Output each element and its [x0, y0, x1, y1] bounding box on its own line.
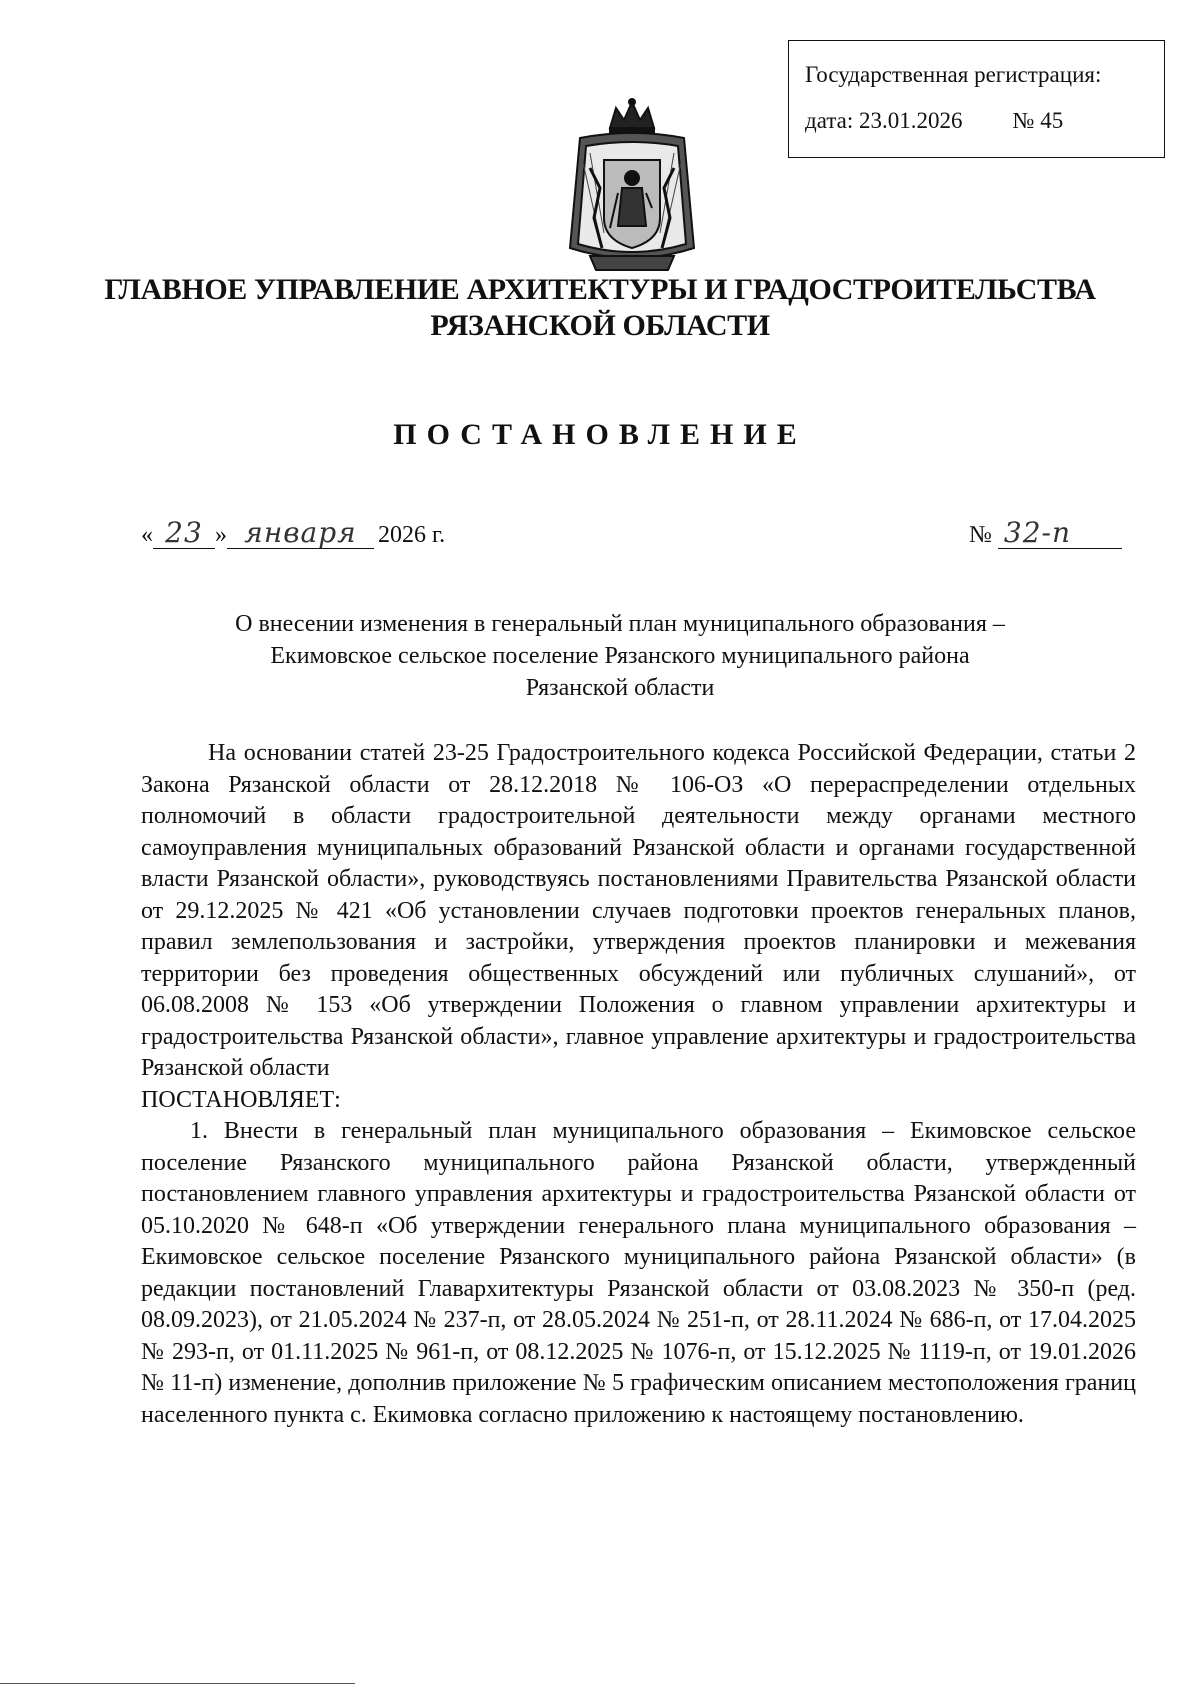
- date-year: 2026 г.: [378, 522, 446, 548]
- document-body: [141, 738, 1136, 1431]
- scan-edge-line: [0, 1683, 355, 1684]
- item-number: 1.: [190, 1118, 208, 1144]
- number-handwritten: 32-п: [998, 518, 1122, 549]
- list-item: [141, 1116, 1136, 1431]
- document-date: [141, 518, 445, 549]
- registration-date: дата: 23.01.2026: [805, 107, 963, 133]
- subject-line2: Екимовское сельское поселение Рязанского муниципального района: [270, 643, 970, 669]
- document-subject: [140, 608, 1100, 704]
- date-month-handwritten: января: [227, 518, 374, 549]
- number-prefix: №: [969, 522, 992, 548]
- item-text: Внести в генеральный план муниципального образования – Екимовское сельское поселение Рязанского муниципального района Рязанской области, утвержденный постановлением главного управления архитектуры и градостроительства Рязанской области от 05.10.2020 № 648-п «Об утверждении генерального плана муниципального образования – Екимовское сельское поселение Рязанского муниципального района Рязанской области» (в редакции постановлений Главархитектуры Рязанской области от 03.08.2023 № 350-п (ред. 08.09.2023), от 21.05.2024 № 237-п, от 28.05.2024 № 251-п, от 28.11.2024 № 686-п, от 17.04.2025 № 293-п, от 01.11.2025 № 961-п, от 08.12.2025 № 1076-п, от 15.12.2025 № 1119-п, от 19.01.2026 № 11-п) изменение, дополнив приложение № 5 графическим описанием местоположения границ населенного пункта с. Екимовка согласно приложению к настоящему постановлению.: [141, 1118, 1137, 1428]
- registration-stamp: [788, 40, 1165, 158]
- registration-number: № 45: [1012, 107, 1064, 133]
- document-number: [969, 518, 1122, 549]
- organization-title-line1: ГЛАВНОЕ УПРАВЛЕНИЕ АРХИТЕКТУРЫ И ГРАДОСТРОИТЕЛЬСТВА: [104, 273, 1096, 306]
- coat-of-arms-icon: [560, 98, 704, 276]
- document-type: ПОСТАНОВЛЕНИЕ: [393, 418, 807, 451]
- resolution-keyword: ПОСТАНОВЛЯЕТ:: [141, 1086, 341, 1113]
- date-close-quote: »: [215, 522, 227, 548]
- subject-line1: О внесении изменения в генеральный план муниципального образования –: [235, 611, 1005, 637]
- date-day-handwritten: 23: [153, 518, 215, 549]
- preamble-paragraph: На основании статей 23-25 Градостроительного кодекса Российской Федерации, статьи 2 Закона Рязанской области от 28.12.2018 № 106-ОЗ «О перераспределении отдельных полномочий в области градостроительной деятельности между органами местного самоуправления муниципальных образований Рязанской области и органами государственной власти Рязанской области», руководствуясь постановлениями Правительства Рязанской области от 29.12.2025 № 421 «Об установлении случаев подготовки проектов генеральных планов, правил землепользования и застройки, утверждения проектов планировки и межевания территории без проведения общественных обсуждений или публичных слушаний», от 06.08.2008 № 153 «Об утверждении Положения о главном управлении архитектуры и градостроительства Рязанской области», главное управление архитектуры и градостроительства Рязанской области: [141, 740, 1136, 1081]
- organization-title-line2: РЯЗАНСКОЙ ОБЛАСТИ: [430, 309, 770, 342]
- organization-title: [0, 272, 1200, 344]
- date-open-quote: «: [141, 522, 153, 548]
- subject-line3: Рязанской области: [525, 675, 715, 701]
- registration-title: Государственная регистрация:: [805, 62, 1102, 87]
